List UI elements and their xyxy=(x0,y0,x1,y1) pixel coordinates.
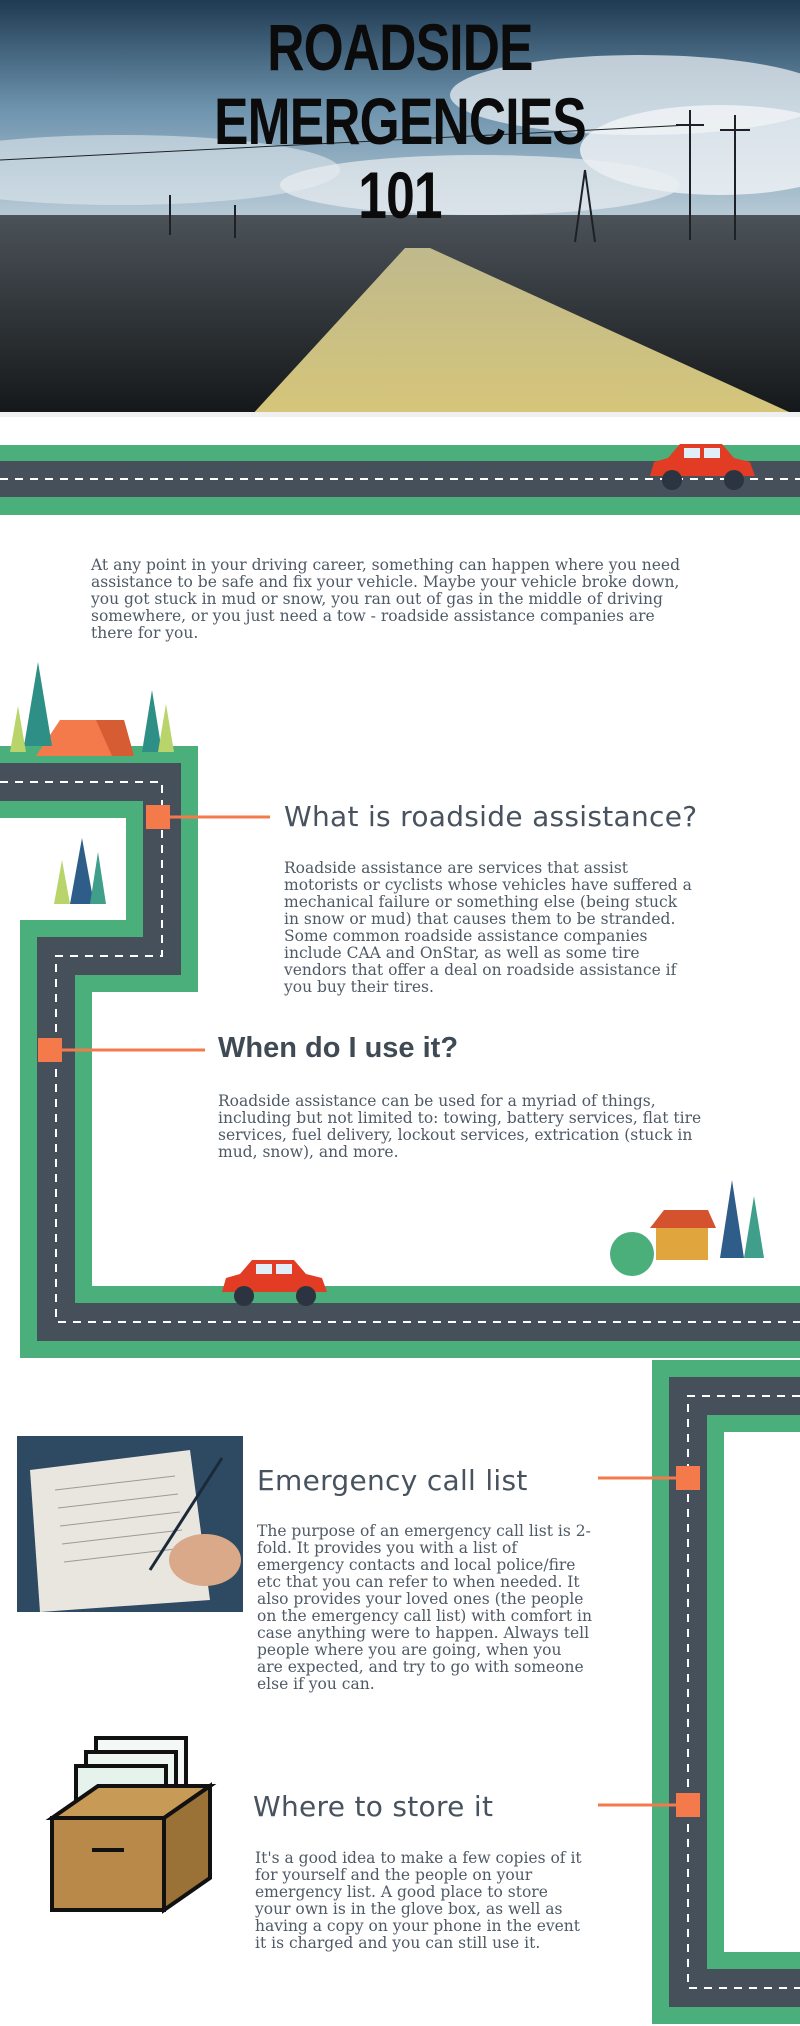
file-box-icon xyxy=(52,1738,210,1910)
title-line-3: 101 xyxy=(358,158,442,232)
marker-call-list xyxy=(598,1466,700,1490)
right-road xyxy=(688,1396,800,1988)
notebook-photo xyxy=(17,1436,243,1612)
house-icon xyxy=(610,1180,764,1276)
title-line-1: ROADSIDE xyxy=(267,10,533,84)
section-heading-what-is: What is roadside assistance? xyxy=(284,800,698,833)
marker-what-is xyxy=(146,805,270,829)
hero-banner xyxy=(0,0,800,417)
section-heading-call-list: Emergency call list xyxy=(257,1464,528,1497)
title-line-2: EMERGENCIES xyxy=(214,84,586,158)
section-heading-store: Where to store it xyxy=(253,1790,494,1823)
intro-paragraph: At any point in your driving career, something can happen where you need assistance to be safe and fix your vehicle. Maybe your vehicle broke down, you got stuck in mud or snow, you ran out of gas in the middle of driving somewhere, or you just need a tow - roadside assistance companies are there for you. xyxy=(91,556,680,642)
section-body-what-is: Roadside assistance are services that assist motorists or cyclists whose vehicles have suffered a mechanical failure or something else (being stuck in snow or mud) that causes them to be stranded. Some common roadside assistance companies include CAA and OnStar, as well as some tire vendors that offer a deal on roadside assistance if you buy their tires. xyxy=(284,859,692,996)
section-body-store: It's a good idea to make a few copies of it for yourself and the people on your emergency list. A good place to store your own is in the glove box, as well as having a copy on your phone in the event it is charged and you can still use it. xyxy=(255,1849,582,1952)
section-body-call-list: The purpose of an emergency call list is 2-fold. It provides you with a list of emergency contacts and local police/fire etc that you can refer to when needed. It also provides your loved ones (the people on the emergency call list) with comfort in case anything were to happen. Always tell people where you are going, when you are expected, and try to go with someone else if you can. xyxy=(257,1522,592,1693)
road-illustration xyxy=(0,417,800,2026)
section-body-when: Roadside assistance can be used for a myriad of things, including but not limited to: towing, battery services, flat tire services, fuel delivery, lockout services, extrication (stuck in mud, snow), and more. xyxy=(218,1092,702,1161)
section-heading-when: When do I use it? xyxy=(218,1032,459,1064)
tent-icon xyxy=(36,720,134,756)
marker-store xyxy=(598,1793,700,1817)
page-title xyxy=(88,10,712,232)
